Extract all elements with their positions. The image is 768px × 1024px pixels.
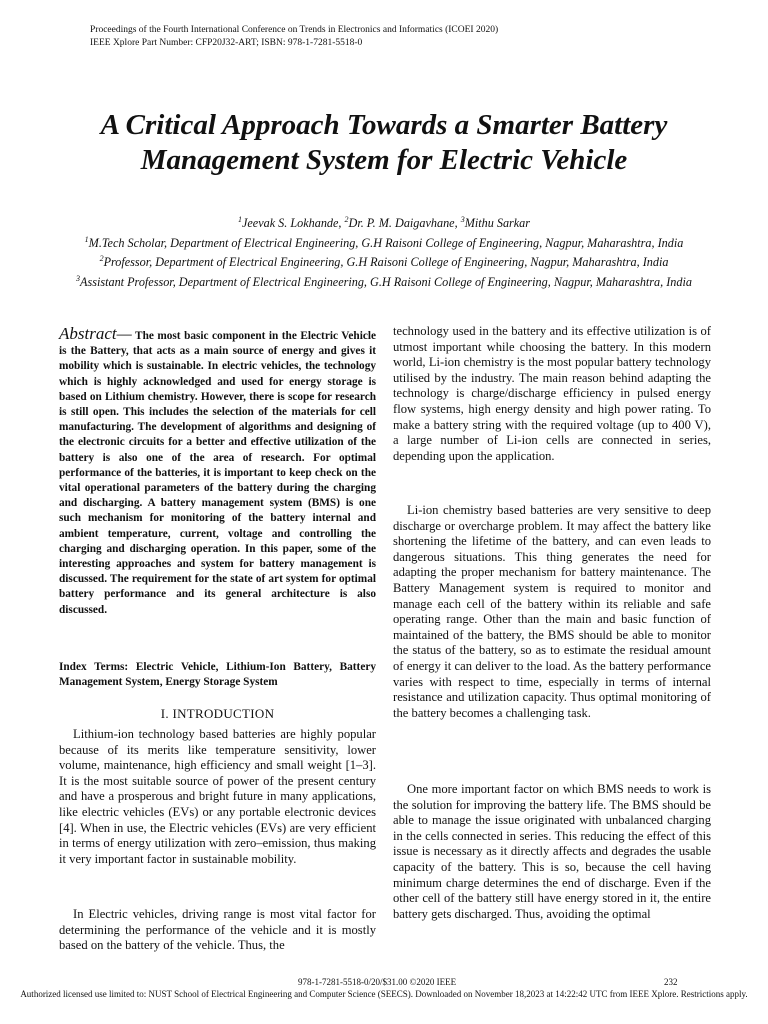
section-first-letter: I	[172, 706, 178, 721]
affiliation-text-3: Assistant Professor, Department of Electrical Engineering, G.H Raisoni College of Engineering, Nagpur, Maharashtra, India	[80, 275, 692, 290]
right-paragraph-1-text: technology used in the battery and its effective utilization is of utmost important while choosing the battery. In this modern world, Li-ion chemistry is the most popular battery technology utilised by the industry. The main reason behind adapting the technology is charge/discharge efficiency in pulsed energy flow systems, high energy density and high power rating. To make a battery string with the required voltage (up to 400 V), a large number of Li-ion cells are connected in series, depending upon the application.	[393, 324, 711, 463]
right-paragraph-3	[393, 782, 711, 922]
abstract-label: Abstract—	[59, 324, 132, 343]
affiliation-sup-1: 1	[84, 235, 89, 244]
author-sup-2: 2	[344, 215, 349, 224]
right-paragraph-2-text: Li-ion chemistry based batteries are very sensitive to deep discharge or overcharge problem. It may affect the battery like shortening the lifetime of the battery, and can even leads to dangerous situations. This thing generates the need for adapting the proper mechanism for battery maintenance. The Battery Management system is required to monitor and manage each cell of the battery within its reliable and safe operating range. Other than the main and basic function of maintained of the battery, the BMS should be able to monitor the status of the battery, so as to estimate the residual amount of energy it can deliver to the load. As the battery performance varies with respect to time, especially in terms of internal resistance and utilization capacity. Thus optimal monitoring of the battery becomes a challenging task.	[393, 503, 711, 720]
abstract-body: The most basic component in the Electric Vehicle is the Battery, that acts as a main source of energy and gives it mobility which is sustainable. In electric vehicles, the technology which is highly acknowledged and used for energy storage is based on Lithium chemistry. However, there is scope for research is still open. This includes the selection of the materials for cell manufacturing. The development of algorithms and designing of the electronic circuits for a better and effective utilization of the battery is also one of the area of research. For optimal performance of the batteries, it is important to keep check on the vital operational parameters of the battery during the charging and discharging. A battery management system (BMS) is one such mechanism for monitoring of the battery internal and ambient temperature, current, voltage and controlling the charging and discharging operation. In this paper, some of the interesting approaches and system for battery management is discussed. The requirement for the state of art system for optimal battery performance and its general architecture is also discussed.	[59, 330, 376, 616]
section-numeral: I.	[160, 706, 169, 721]
affiliation-sup-3: 3	[76, 274, 81, 283]
affiliation-1	[20, 232, 748, 251]
affiliation-text-2: Professor, Department of Electrical Engineering, G.H Raisoni College of Engineering, Nagpur, Maharashtra, India	[103, 255, 669, 270]
abstract-section	[59, 326, 376, 618]
section-heading-introduction	[59, 706, 376, 722]
author-sup-1: 1	[237, 215, 242, 224]
affiliation-2	[20, 251, 748, 270]
right-paragraph-2	[393, 503, 711, 721]
intro-paragraph-1-text: Lithium-ion technology based batteries are highly popular because of its merits like temperature sensitivity, lower volume, maintenance, high efficiency and small weight [1–3]. It is the most suitable source of power of the present century and have a prosperous and bright future in many applications, like electric vehicles (EVs) or any portable electronic devices [4]. When in use, the Electric vehicles (EVs) are very efficient in terms of energy utilization with zero–emission, thus making it very important factor in sustainable mobility.	[59, 727, 376, 866]
footer-copyright: 978-1-7281-5518-0/20/$31.00 ©2020 IEEE	[298, 977, 457, 987]
right-paragraph-1	[393, 324, 711, 464]
intro-paragraph-1	[59, 727, 376, 867]
author-3: Mithu Sarkar	[464, 216, 531, 231]
affiliation-3	[20, 271, 748, 290]
intro-paragraph-2-text: In Electric vehicles, driving range is most vital factor for determining the performance of the vehicle and it is mostly based on the battery of the vehicle. Thus, the	[59, 907, 376, 953]
part-number-header: IEEE Xplore Part Number: CFP20J32-ART; ISBN: 978-1-7281-5518-0	[90, 38, 363, 48]
author-list	[20, 212, 748, 231]
title-line-2: Management System for Electric Vehicle	[140, 144, 628, 176]
author-sup-3: 3	[460, 215, 465, 224]
author-2: Dr. P. M. Daigavhane,	[348, 216, 461, 231]
author-1: Jeevak S. Lokhande,	[241, 216, 345, 231]
affiliation-sup-2: 2	[99, 254, 104, 263]
intro-paragraph-2	[59, 907, 376, 954]
footer-license-notice: Authorized licensed use limited to: NUST School of Electrical Engineering and Computer Science (SEECS). Downloaded on November 18,2023 at 14:22:42 UTC from IEEE Xplore. Restrictions apply.	[20, 989, 748, 999]
conference-header: Proceedings of the Fourth International Conference on Trends in Electronics and Informatics (ICOEI 2020)	[90, 25, 499, 35]
section-title-rest: NTRODUCTION	[177, 706, 275, 721]
title-line-1: A Critical Approach Towards a Smarter Battery	[100, 109, 668, 141]
right-paragraph-3-text: One more important factor on which BMS needs to work is the solution for improving the battery life. The BMS should be able to manage the issue originated with unbalanced charging in the cells connected in series. This reducing the effect of this issue is necessary as it directly affects and degrades the usable capacity of the battery. This is so, because the cell having minimum charge determines the end of discharge. Even if the other cell of the battery still have energy stored in it, the entire battery gets discharged. Thus, avoiding the optimal	[393, 782, 711, 921]
paper-title	[30, 108, 738, 178]
affiliation-text-1: M.Tech Scholar, Department of Electrical Engineering, G.H Raisoni College of Engineering, Nagpur, Maharashtra, India	[88, 236, 684, 251]
footer-page-number: 232	[664, 977, 678, 987]
index-terms: Index Terms: Electric Vehicle, Lithium-Ion Battery, Battery Management System, Energy Storage System	[59, 661, 376, 689]
